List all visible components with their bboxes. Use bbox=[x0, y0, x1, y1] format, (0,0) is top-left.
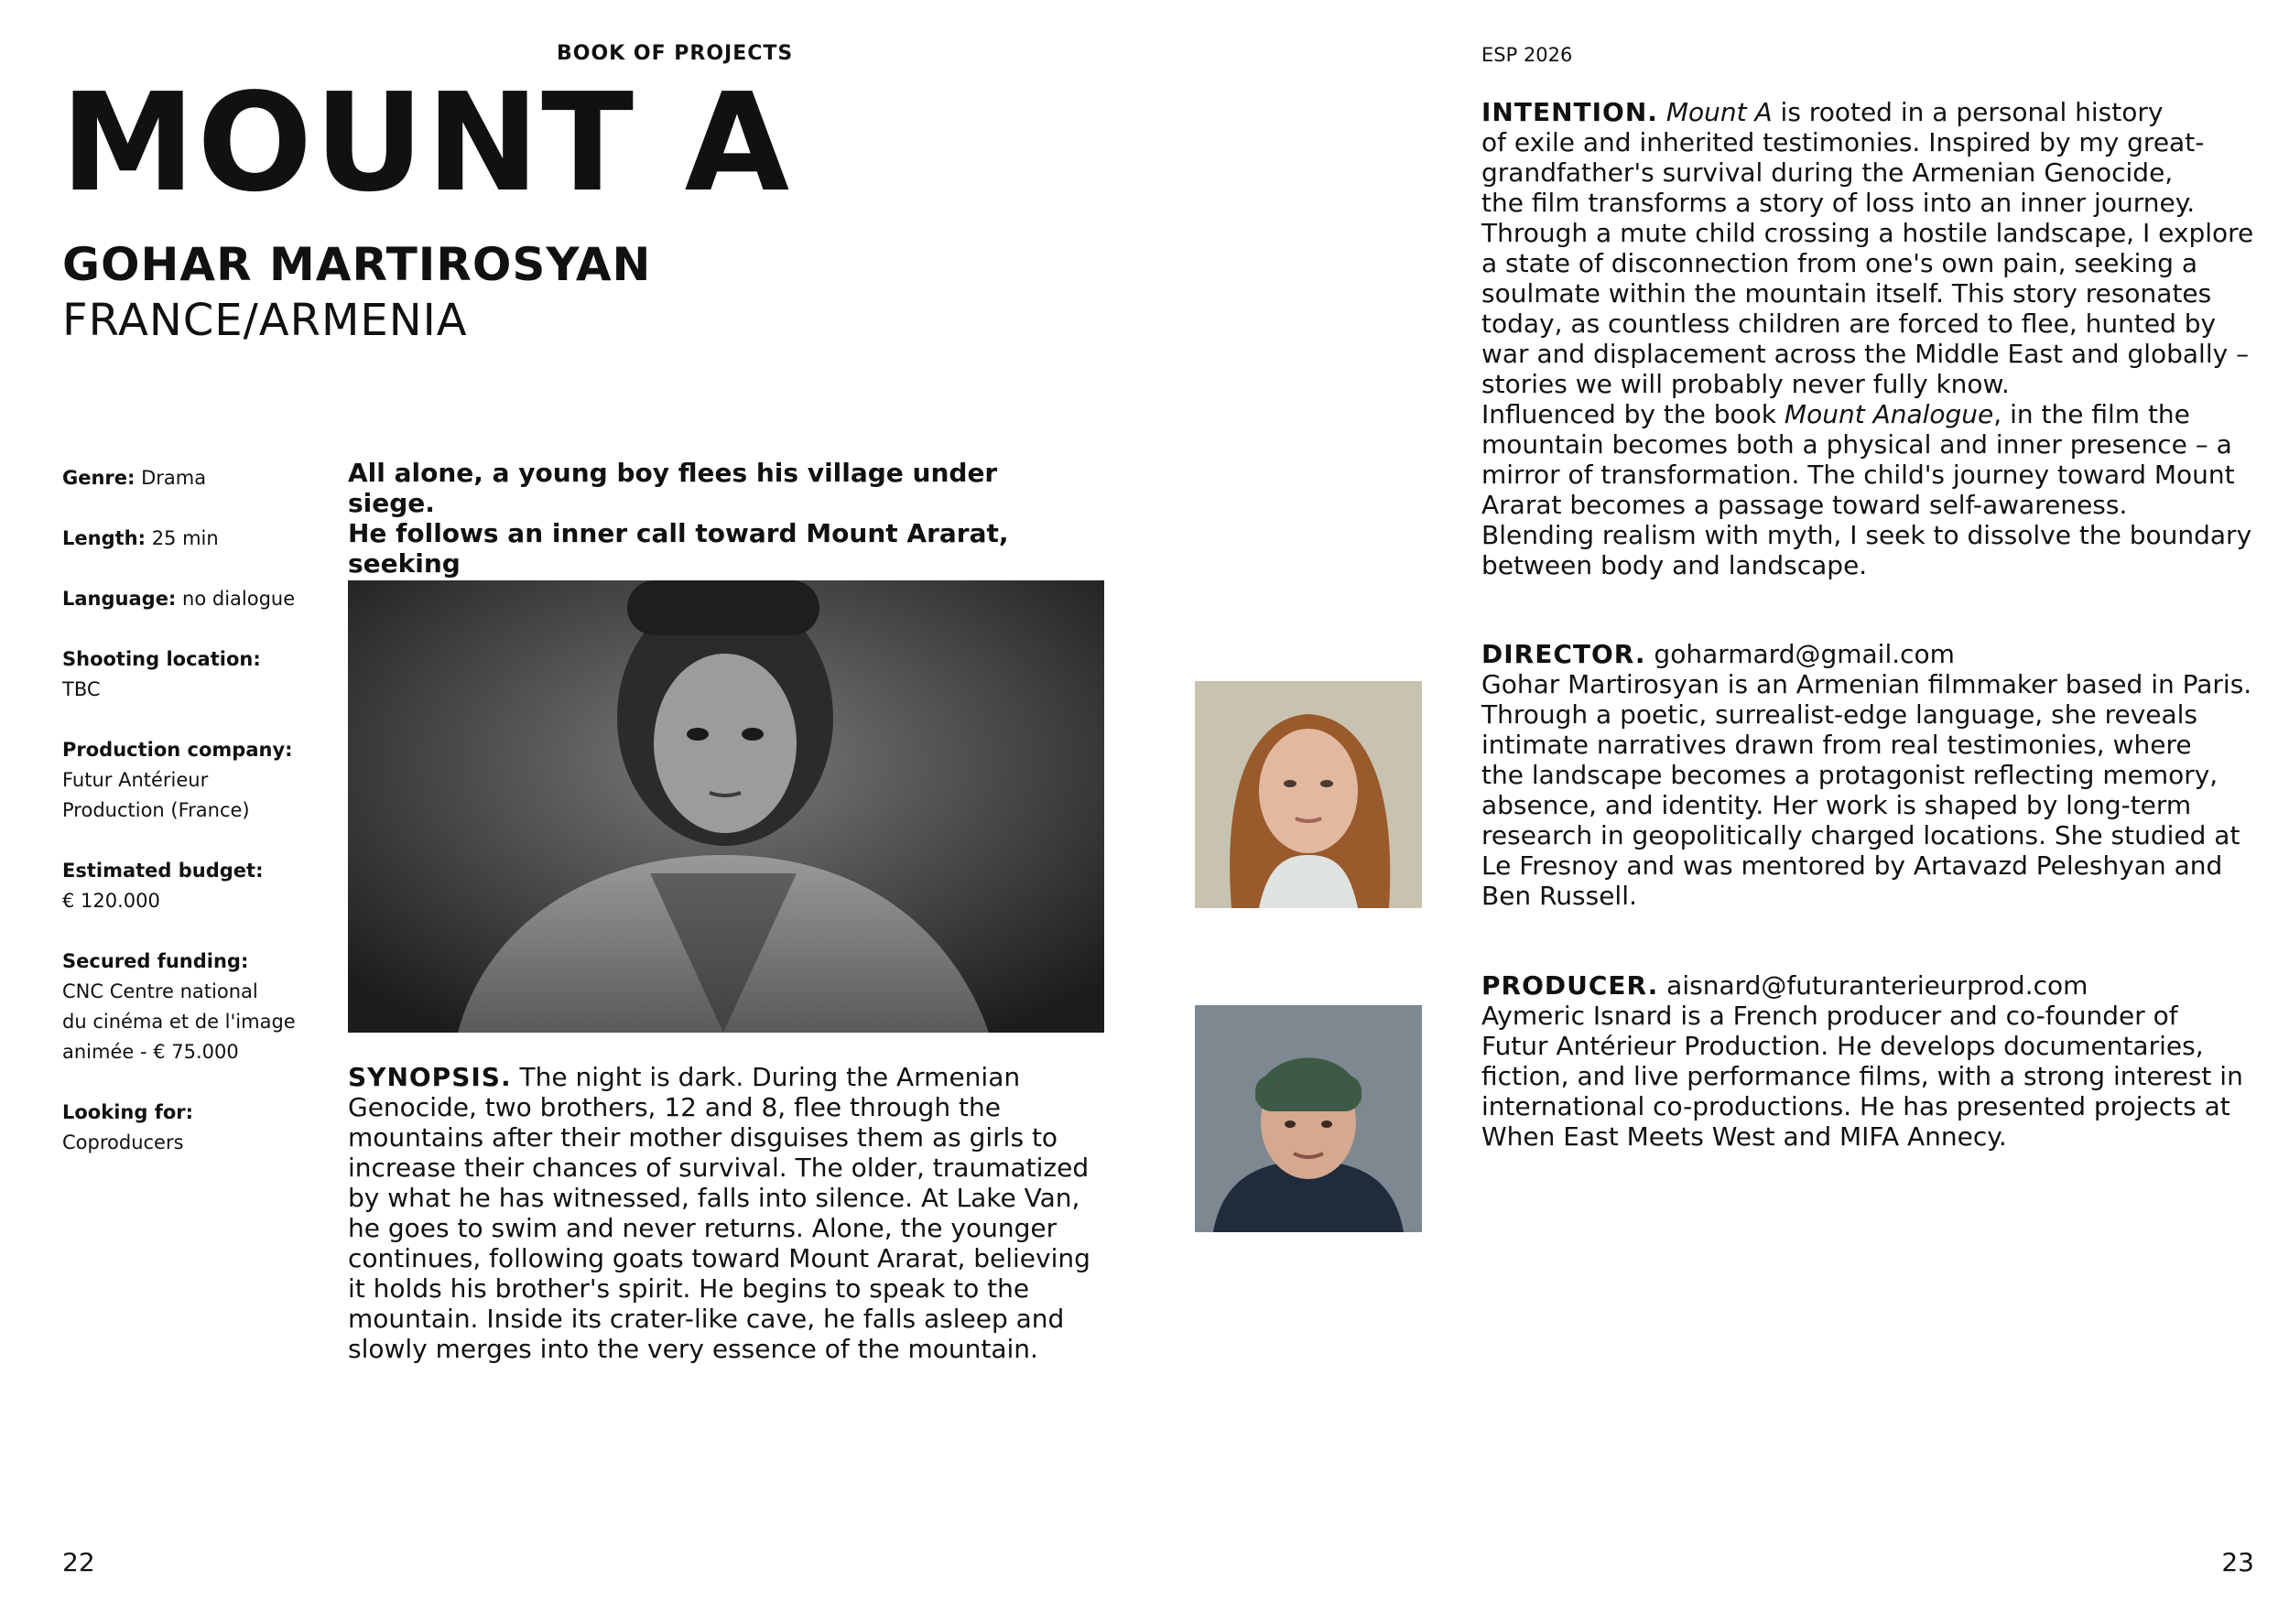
intention-book-title: Mount Analogue bbox=[1784, 399, 1994, 429]
producer-line: When East Meets West and MIFA Annecy. bbox=[1481, 1121, 2007, 1152]
meta-value: animée - € 75.000 bbox=[62, 1041, 239, 1063]
meta-label: Language: bbox=[62, 588, 177, 610]
director-bio bbox=[1481, 639, 2269, 911]
director-line: intimate narratives drawn from real testimonies, where bbox=[1481, 730, 2192, 760]
producer-heading: PRODUCER. bbox=[1481, 970, 1659, 1001]
intention-line: , in the film the bbox=[1993, 399, 2190, 429]
intention-line: a state of disconnection from one's own pain, seeking a bbox=[1481, 248, 2197, 278]
meta-label: Length: bbox=[62, 527, 146, 549]
producer-line: international co-productions. He has presented projects at bbox=[1481, 1091, 2230, 1121]
meta-value: Drama bbox=[141, 467, 207, 489]
meta-label: Looking for: bbox=[62, 1101, 194, 1123]
synopsis-line: by what he has witnessed, falls into silence. At Lake Van, bbox=[348, 1183, 1080, 1213]
director-heading: DIRECTOR. bbox=[1481, 639, 1646, 669]
intention-line: of exile and inherited testimonies. Inspired by my great- bbox=[1481, 127, 2205, 157]
synopsis-line: Genocide, two brothers, 12 and 8, flee through the bbox=[348, 1092, 1001, 1122]
country: FRANCE/ARMENIA bbox=[62, 295, 468, 346]
meta-genre bbox=[62, 463, 337, 493]
meta-label: Genre: bbox=[62, 467, 136, 489]
intention-line: the film transforms a story of loss into an inner journey. bbox=[1481, 188, 2196, 218]
director-line: Le Fresnoy and was mentored by Artavazd Peleshyan and bbox=[1481, 850, 2223, 881]
director-line: Ben Russell. bbox=[1481, 881, 1637, 911]
logline-line: He follows an inner call toward Mount Ararat, seeking bbox=[348, 518, 1009, 579]
meta-secured-funding bbox=[62, 947, 337, 1067]
synopsis-line: it holds his brother's spirit. He begins to speak to the bbox=[348, 1273, 1030, 1304]
intention-line: mirror of transformation. The child's journey toward Mount bbox=[1481, 460, 2235, 490]
intention-line: war and displacement across the Middle East and globally – bbox=[1481, 339, 2250, 369]
synopsis-line: continues, following goats toward Mount Ararat, believing bbox=[348, 1243, 1090, 1273]
intention-line: between body and landscape. bbox=[1481, 550, 1868, 580]
running-header-left: BOOK OF PROJECTS bbox=[557, 42, 794, 65]
synopsis-line: slowly merges into the very essence of the mountain. bbox=[348, 1334, 1038, 1364]
meta-language bbox=[62, 584, 337, 614]
project-title: MOUNT A bbox=[60, 64, 792, 222]
synopsis-line: increase their chances of survival. The older, traumatized bbox=[348, 1153, 1090, 1183]
intention-heading: INTENTION. bbox=[1481, 97, 1658, 127]
meta-shooting-location bbox=[62, 644, 337, 705]
intention-line: is rooted in a personal history bbox=[1772, 97, 2164, 127]
logline-line: All alone, a young boy flees his village under siege. bbox=[348, 458, 998, 518]
meta-value: Coproducers bbox=[62, 1131, 184, 1153]
intention-line: stories we will probably never fully know. bbox=[1481, 369, 2010, 399]
film-still-image bbox=[348, 580, 1104, 1033]
producer-bio bbox=[1481, 970, 2269, 1152]
meta-value: Production (France) bbox=[62, 799, 250, 821]
producer-line: fiction, and live performance films, with a strong interest in bbox=[1481, 1061, 2243, 1091]
page-number-left: 22 bbox=[62, 1547, 95, 1577]
intention-line: Blending realism with myth, I seek to dissolve the boundary bbox=[1481, 520, 2252, 550]
meta-value: € 120.000 bbox=[62, 890, 160, 912]
producer-line: Futur Antérieur Production. He develops documentaries, bbox=[1481, 1031, 2204, 1061]
intention-line: Influenced by the book bbox=[1481, 399, 1785, 429]
director-line: the landscape becomes a protagonist reflecting memory, bbox=[1481, 760, 2218, 790]
producer-line: Aymeric Isnard is a French producer and co-founder of bbox=[1481, 1001, 2178, 1031]
running-header-right: ESP 2026 bbox=[1481, 44, 1573, 66]
meta-label: Shooting location: bbox=[62, 648, 261, 670]
intention-line: grandfather's survival during the Armenian Genocide, bbox=[1481, 157, 2174, 188]
synopsis-heading: SYNOPSIS. bbox=[348, 1062, 512, 1092]
director-line: Through a poetic, surrealist-edge language, she reveals bbox=[1481, 699, 2198, 730]
synopsis bbox=[348, 1062, 1099, 1364]
intention-line: soulmate within the mountain itself. This story resonates bbox=[1481, 278, 2212, 309]
intention-line: mountain becomes both a physical and inner presence – a bbox=[1481, 429, 2232, 460]
synopsis-line: he goes to swim and never returns. Alone, the younger bbox=[348, 1213, 1058, 1243]
director-line: absence, and identity. Her work is shaped by long-term bbox=[1481, 790, 2192, 820]
meta-value: TBC bbox=[62, 678, 101, 700]
producer-photo bbox=[1195, 1005, 1422, 1232]
director-email[interactable]: goharmard@gmail.com bbox=[1654, 639, 1955, 669]
meta-label: Secured funding: bbox=[62, 950, 249, 972]
meta-value: 25 min bbox=[151, 527, 219, 549]
meta-label: Estimated budget: bbox=[62, 860, 264, 882]
meta-estimated-budget bbox=[62, 856, 337, 916]
meta-looking-for bbox=[62, 1098, 337, 1158]
director-photo bbox=[1195, 681, 1422, 908]
meta-length bbox=[62, 524, 337, 554]
meta-production-company bbox=[62, 735, 337, 826]
director-line: research in geopolitically charged locations. She studied at bbox=[1481, 820, 2240, 850]
synopsis-line: mountain. Inside its crater-like cave, he falls asleep and bbox=[348, 1304, 1065, 1334]
meta-value: CNC Centre national bbox=[62, 980, 258, 1002]
director-name: GOHAR MARTIROSYAN bbox=[62, 238, 652, 291]
meta-label: Production company: bbox=[62, 739, 293, 761]
meta-value: no dialogue bbox=[182, 588, 296, 610]
meta-value: Futur Antérieur bbox=[62, 769, 209, 791]
intention bbox=[1481, 97, 2269, 580]
page-number-right: 23 bbox=[2221, 1547, 2254, 1577]
intention-line: today, as countless children are forced to flee, hunted by bbox=[1481, 309, 2217, 339]
intention-line: Ararat becomes a passage toward self-awareness. bbox=[1481, 490, 2128, 520]
producer-email[interactable]: aisnard@futuranterieurprod.com bbox=[1666, 970, 2088, 1001]
meta-value: du cinéma et de l'image bbox=[62, 1011, 296, 1033]
intention-title: Mount A bbox=[1665, 97, 1773, 127]
project-meta bbox=[62, 463, 337, 1188]
director-line: Gohar Martirosyan is an Armenian filmmaker based in Paris. bbox=[1481, 669, 2252, 699]
intention-line: Through a mute child crossing a hostile landscape, I explore bbox=[1481, 218, 2254, 248]
synopsis-line: The night is dark. During the Armenian bbox=[519, 1062, 1021, 1092]
synopsis-line: mountains after their mother disguises them as girls to bbox=[348, 1122, 1058, 1153]
